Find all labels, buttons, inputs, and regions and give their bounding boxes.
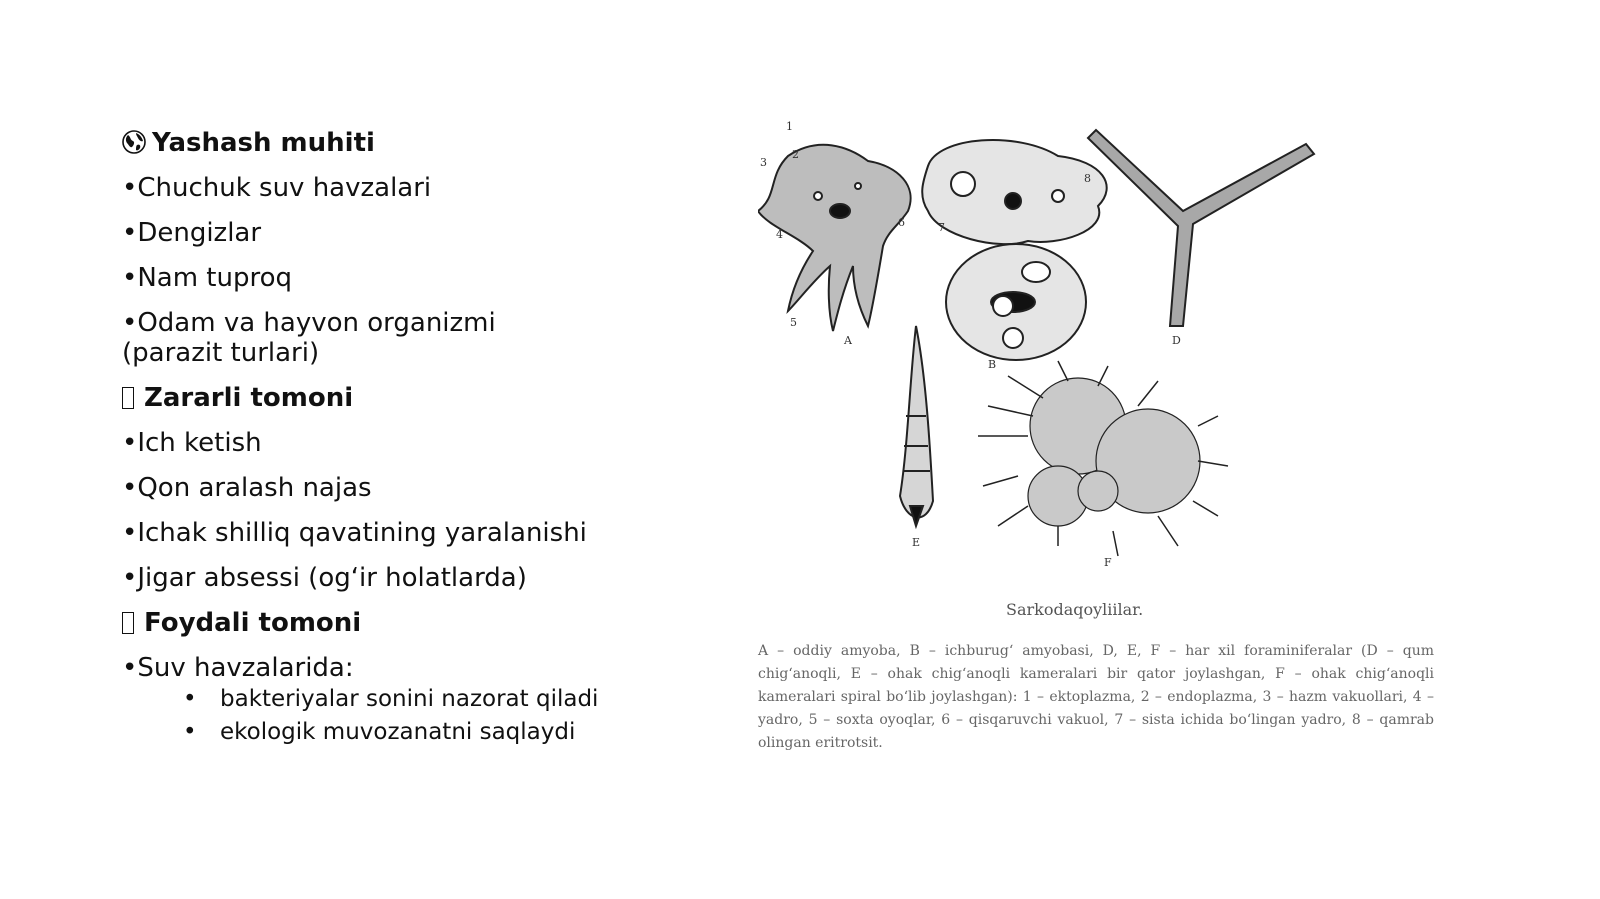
figure-caption: A – oddiy amyoba, B – ichburug‘ amyobasi, D, E, F – har xil foraminiferalar (D – qum chig‘anoqli, E – ohak chig‘anoqli kameralari bir qator joylashgan, F – ohak chig‘anoqli kameralari spiral bo‘lib joylashgan): 1 – ektoplazma, 2 – endoplazma, 3 – hazm vakuollari, 4 – yadro, 5 – soxta oyoqlar, 6 – qisqaruvchi vakuol, 7 – sista ichida bo‘lingan yadro, 8 – qamrab olingan eritrotsit. — [758, 643, 1434, 751]
figure-label: 4 — [776, 228, 783, 241]
habitat-item-4: •Odam va hayvon organizmi (parazit turlari) — [122, 308, 496, 368]
bullet: • — [183, 719, 197, 745]
figure-label: 7 — [938, 221, 945, 234]
figure-label: B — [988, 358, 997, 371]
benefit-subitem-2: • ekologik muvozanatni saqlaydi — [183, 719, 576, 745]
foraminifera-figure-d — [1088, 130, 1314, 326]
globe-icon — [122, 130, 146, 154]
figure-label: A — [844, 334, 852, 347]
figure-label: 8 — [1084, 172, 1091, 185]
harm-item-3: •Ichak shilliq qavatining yaralanishi — [122, 518, 587, 548]
missing-glyph-icon — [122, 387, 134, 409]
bullet: • — [183, 686, 197, 712]
text-column — [122, 128, 602, 698]
figure-label: 2 — [792, 148, 799, 161]
habitat-item-2: •Dengizlar — [122, 218, 262, 248]
foraminifera-figure-f — [978, 361, 1228, 556]
habitat-item-1: •Chuchuk suv havzalari — [122, 173, 432, 203]
missing-glyph-icon — [122, 612, 134, 634]
harm-item-4: •Jigar absessi (og‘ir holatlarda) — [122, 563, 527, 593]
benefit-heading: Foydali tomoni — [122, 608, 602, 638]
habitat-heading: Yashash muhiti — [122, 128, 602, 158]
protozoa-illustration — [758, 116, 1434, 586]
figure-title: Sarkodaqoyliilar. — [1006, 600, 1144, 619]
harm-item-2: •Qon aralash najas — [122, 473, 372, 503]
figure-label: F — [1104, 556, 1112, 569]
harm-heading: Zararli tomoni — [122, 383, 602, 413]
harm-item-1: •Ich ketish — [122, 428, 262, 458]
figure-label: 5 — [790, 316, 797, 329]
benefit-item: •Suv havzalarida: — [122, 653, 354, 683]
figure-label: 1 — [786, 120, 793, 133]
figure-label: 3 — [760, 156, 767, 169]
cyst-figure-b — [922, 140, 1106, 360]
figure-label: 6 — [898, 216, 905, 229]
foraminifera-figure-e — [900, 326, 933, 526]
benefit-subitem-1: • bakteriyalar sonini nazorat qiladi — [183, 686, 599, 712]
figure-label: E — [912, 536, 921, 549]
habitat-item-3: •Nam tuproq — [122, 263, 293, 293]
figure-label: D — [1172, 334, 1181, 347]
